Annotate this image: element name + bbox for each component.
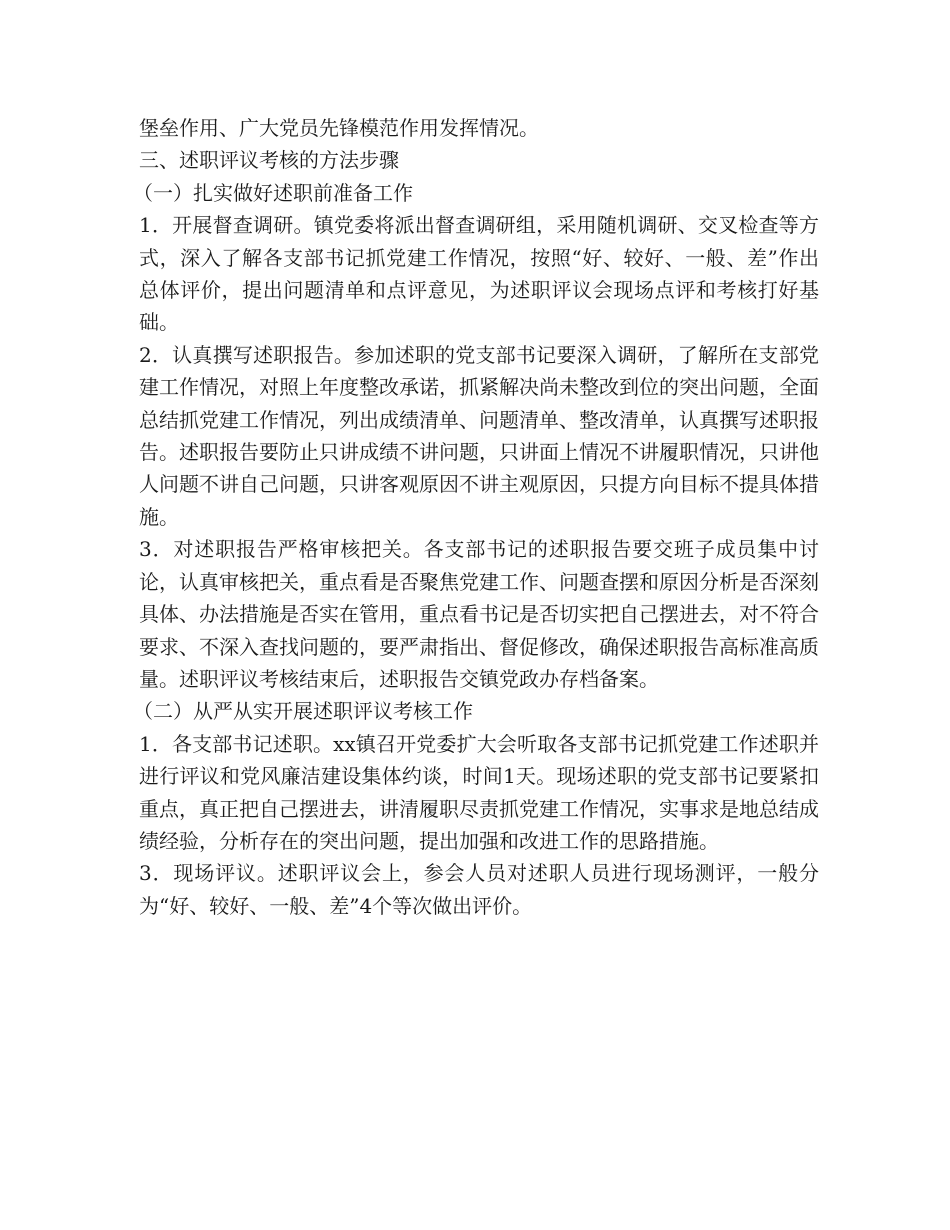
subheading-preparation: （一）扎实做好述职前准备工作 [133, 180, 413, 205]
section-heading-methods: 三、述职评议考核的方法步骤 [139, 148, 399, 173]
paragraph-review-report: 3．对述职报告严格审核把关。各支部书记的述职报告要交班子成员集中讨论，认真审核把关，重点看是否聚焦党建工作、问题查摆和原因分析是否深刻具体、办法措施是否实在管用，重点看书记是否切实把自己摆进去，对不符合要求、不深入查找问题的，要严肃指出、督促修改，确保述职报告高标准高质量。述职评议考核结束后，述职报告交镇党政办存档备案。 [139, 537, 819, 691]
document-body [133, 112, 819, 922]
subheading-conduct-review: （二）从严从实开展述职评议考核工作 [133, 699, 473, 724]
paragraph-continuation: 堡垒作用、广大党员先锋模范作用发挥情况。 [139, 116, 539, 140]
paragraph-write-report: 2．认真撰写述职报告。参加述职的党支部书记要深入调研，了解所在支部党建工作情况，对照上年度整改承诺，抓紧解决尚未整改到位的突出问题，全面总结抓党建工作情况，列出成绩清单、问题清单、整改清单，认真撰写述职报告。述职报告要防止只讲成绩不讲问题，只讲面上情况不讲履职情况，只讲他人问题不讲自己问题，只讲客观原因不讲主观原因，只提方向目标不提具体措施。 [139, 342, 819, 529]
paragraph-secretary-report: 1．各支部书记述职。xx镇召开党委扩大会听取各支部书记抓党建工作述职并进行评议和党风廉洁建设集体约谈，时间1天。现场述职的党支部书记要紧扣重点，真正把自己摆进去，讲清履职尽责抓党建工作情况，实事求是地总结成绩经验，分析存在的突出问题，提出加强和改进工作的思路措施。 [139, 731, 819, 853]
paragraph-onsite-evaluation: 3．现场评议。述职评议会上，参会人员对述职人员进行现场测评，一般分为“好、较好、一般、差”4个等次做出评价。 [139, 861, 819, 918]
paragraph-inspection-research: 1．开展督查调研。镇党委将派出督查调研组，采用随机调研、交叉检查等方式，深入了解各支部书记抓党建工作情况，按照“好、较好、一般、差”作出总体评价，提出问题清单和点评意见，为述职评议会现场点评和考核打好基础。 [139, 213, 819, 335]
